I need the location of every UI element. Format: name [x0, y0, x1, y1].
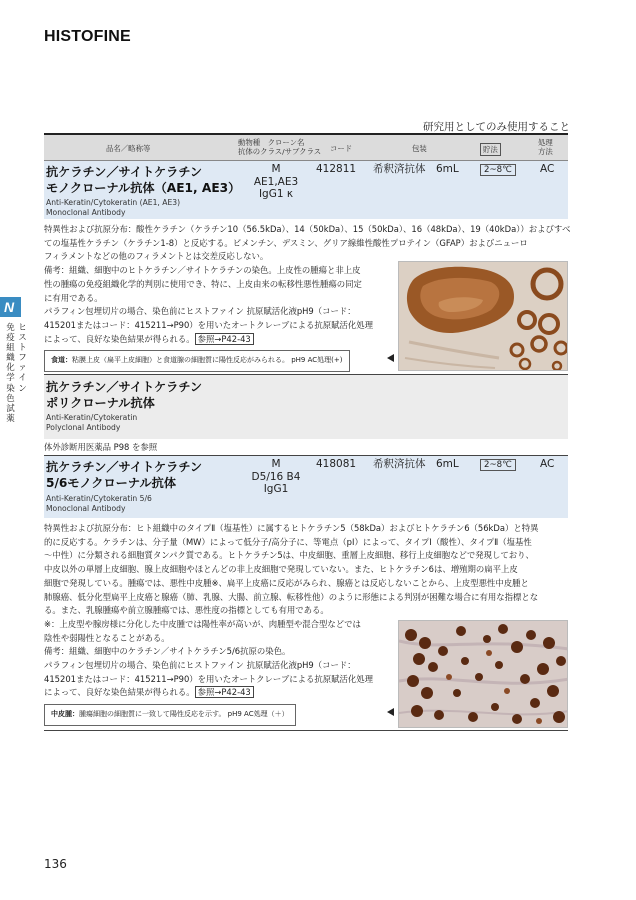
product-method: AC [540, 458, 555, 470]
product-table [44, 133, 571, 731]
side-label-immunostaining: 免 疫 組 織 化 学 染 色 試 薬 [6, 323, 15, 424]
header-package: 包装 [412, 144, 427, 153]
product-row-polyclonal [44, 375, 568, 439]
product-name-line1: 抗ケラチン／サイトケラチン [46, 165, 203, 179]
product-name-line1: 抗ケラチン／サイトケラチン [46, 460, 203, 474]
product-species-clone: M D5/16 B4 IgG1 [251, 458, 301, 495]
product-package: 希釈済抗体 6mL [373, 163, 459, 175]
product-description: 特異性および抗原分布：酸性ケラチン（ケラチン10（56.5kDa）、14（50kDa）、15（50kDa）、16（48kDa）、19（40kDa））およびすべ ての塩基性ケラチン（ケラチン1-8）と反応する。ビメンチン、デスミン、グリア線維性酸性プロテイン（GFAP）およびニューロ フィラメントなどの他のフィラメントとは交差反応しない。 備考：組織、細胞中のヒトケラチン／サイトケラチンの染色。上皮性の腫瘍と非上皮 性の腫瘍の免疫組織化学的判別に使用でき、特に、上皮由来の転移性悪性腫瘍の同定 に有用である。 パラフィン包埋切片の場合、染色前にヒストファイン 抗原賦活化液pH9（コード： 415201またはコード：415211→P90）を用いたオートクレーブによる抗原賦活化処理 によって、良好な染色結果が得られる。 参照→P42-43 食道：粘膜上皮（扁平上皮細胞）と食道腺の細胞質に陽性反応がみられる。 pH9 AC処理(+) [44, 219, 568, 374]
product-description: 特異性および抗原分布：ヒト組織中のタイプⅡ（塩基性）に属するヒトケラチン5（58kDa）およびヒトケラチン6（56kDa）と特異 的に反応する。ケラチンは、分子量（MW）によって低分子/高分子に、等電点（pI）によって、タイプⅠ（酸性）、タイプⅡ（塩基性 〜中性）に分類される細胞質タンパク質である。ヒトケラチン5は、中皮細胞、重層上皮細胞、移行上皮細胞などで発現しており、 中皮以外の単層上皮細胞、腺上皮細胞やほとんどの非上皮細胞で発現していない。また、ヒトケラチン6は、増殖期の扁平上皮 細胞で発現している。腫瘍では、悪性中皮腫※、扁平上皮癌に反応がみられ、腺癌とは反応しないことから、上皮型悪性中皮腫と 肺腺癌、低分化型扁平上皮癌と腺癌（肺、乳腺、大腸、前立腺、転移性他）のように形態による判別が困難な場合に有用な指標とな る。また、乳腺腫瘍や前立腺腫瘍では、悪性度の指標としても有用である。 ※：上皮型や腺房様に分化した中皮腫では陽性率が高いが、肉腫型や混合型などでは 陰性や弱陽性となることがある。 備考：組織、細胞中のケラチン／サイトケラチン5/6抗原の染色。 パラフィン包埋切片の場合、染色前にヒストファイン 抗原賦活化液pH9（コード： 415201またはコード：415211→P90）を用いたオートクレーブによる抗原賦活化処理 によって、良好な染色結果が得られる。 参照→P42-43 中皮腫：腫瘍細胞の細胞質に一致して陽性反応を示す。 pH9 AC処理（＋） [44, 518, 568, 730]
header-storage: 貯法 [480, 143, 501, 156]
product-english-type: Monoclonal Antibody [46, 208, 126, 217]
product-storage: 2~8℃ [480, 163, 516, 177]
product-code: 412811 [316, 163, 357, 175]
diagnostic-reference-note: 体外診断用医薬品 P98 を参照 [44, 442, 158, 452]
reference-link[interactable]: 参照→P42-43 [195, 686, 254, 698]
header-method: 処理 方法 [538, 138, 553, 156]
divider [44, 730, 568, 731]
header-name: 品名／略称等 [106, 144, 151, 153]
header-code: コード [330, 144, 353, 153]
product-english-name: Anti-Keratin/Cytokeratin [46, 413, 138, 422]
product-code: 418081 [316, 458, 357, 470]
section-tab [0, 297, 21, 317]
product-name-line2: 5/6モノクローナル抗体 [46, 476, 177, 490]
image-caption: 中皮腫：腫瘍細胞の細胞質に一致して陽性反応を示す。 pH9 AC処理（＋） [44, 704, 296, 726]
product-name-line2: ポリクローナル抗体 [46, 396, 155, 410]
page-number: 136 [44, 857, 67, 871]
product-english-type: Monoclonal Antibody [46, 504, 126, 513]
product-english-type: Polyclonal Antibody [46, 423, 121, 432]
product-name-line2: モノクローナル抗体（AE1, AE3） [46, 181, 241, 195]
caption-arrow-icon [387, 354, 394, 362]
brand-title: HISTOFINE [44, 28, 131, 45]
product-species-clone: M AE1,AE3 IgG1 κ [253, 163, 299, 200]
product-row-ae1-ae3 [44, 161, 568, 219]
header-species: 動物種 クローン名 抗体のクラス/サブクラス [238, 138, 322, 156]
product-english-name: Anti-Keratin/Cytokeratin 5/6 [46, 494, 152, 503]
esophagus-stain-image [398, 261, 568, 371]
image-caption: 食道：粘膜上皮（扁平上皮細胞）と食道腺の細胞質に陽性反応がみられる。 pH9 AC処理(+) [44, 350, 350, 372]
research-use-notice: 研究用としてのみ使用すること [423, 121, 570, 133]
reference-link[interactable]: 参照→P42-43 [195, 333, 254, 345]
section-tab-glyph: N [4, 299, 15, 315]
product-method: AC [540, 163, 555, 175]
caption-arrow-icon [387, 708, 394, 716]
product-english-name: Anti-Keratin/Cytokeratin (AE1, AE3) [46, 198, 181, 207]
product-row-ck56 [44, 456, 568, 518]
table-header [44, 135, 568, 161]
product-storage: 2~8℃ [480, 458, 516, 472]
product-package: 希釈済抗体 6mL [373, 458, 459, 470]
mesothelioma-stain-image [398, 620, 568, 728]
product-name-line1: 抗ケラチン／サイトケラチン [46, 380, 203, 394]
side-label-histofine: ヒ ス ト フ ァ イ ン [18, 323, 27, 394]
